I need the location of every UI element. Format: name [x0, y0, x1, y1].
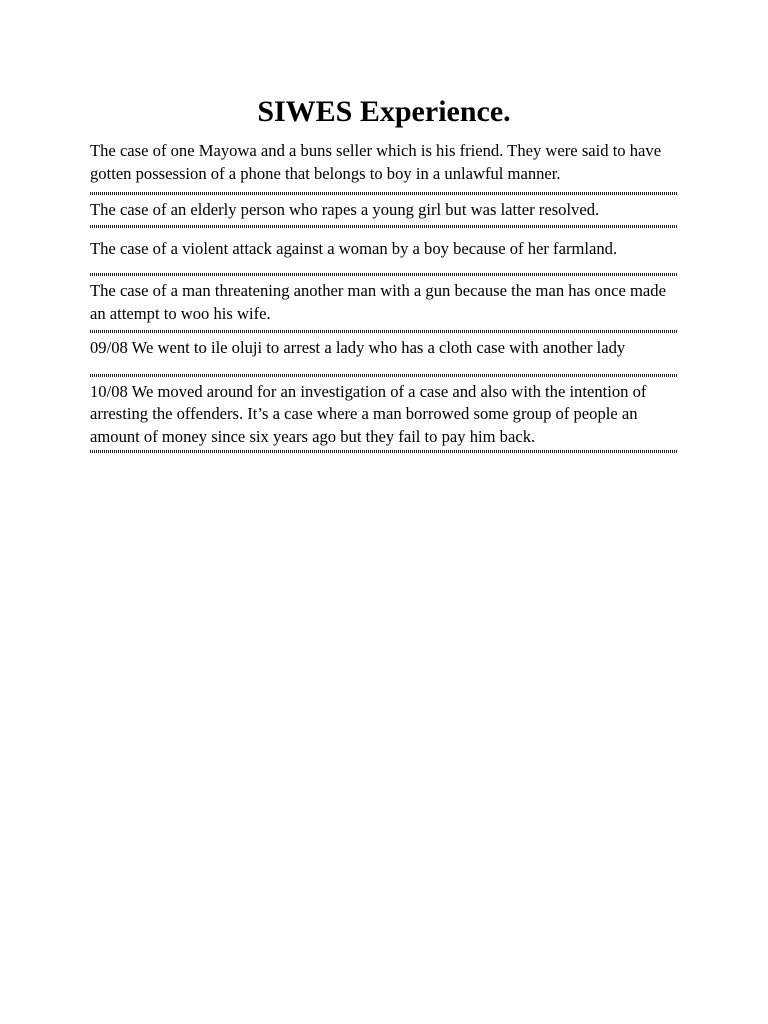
document-title: SIWES Experience.	[257, 95, 511, 128]
entry-divider	[90, 374, 678, 377]
entry-divider	[90, 450, 678, 453]
document-page	[90, 92, 678, 453]
entry-divider	[90, 330, 678, 333]
entry-paragraph: The case of a violent attack against a woman by a boy because of her farmland.	[90, 238, 618, 258]
entry-divider	[90, 225, 678, 228]
entry-divider	[90, 192, 678, 195]
entry-paragraph: The case of an elderly person who rapes a young girl but was latter resolved.	[90, 200, 600, 219]
entry-paragraph: The case of one Mayowa and a buns seller which is his friend. They were said to have gotten possession of a phone that belongs to boy in a unlawful manner.	[90, 141, 662, 183]
entry-paragraph: 09/08 We went to ile oluji to arrest a lady who has a cloth case with another lady	[90, 338, 626, 357]
entry-paragraph: The case of a man threatening another man with a gun because the man has once made an attempt to woo his wife.	[90, 281, 666, 323]
entry-divider	[90, 273, 678, 276]
entry-paragraph: 10/08 We moved around for an investigation of a case and also with the intention of arresting the offenders. It’s a case where a man borrowed some group of people an amount of money since six years ago but they fail to pay him back.	[90, 381, 647, 446]
